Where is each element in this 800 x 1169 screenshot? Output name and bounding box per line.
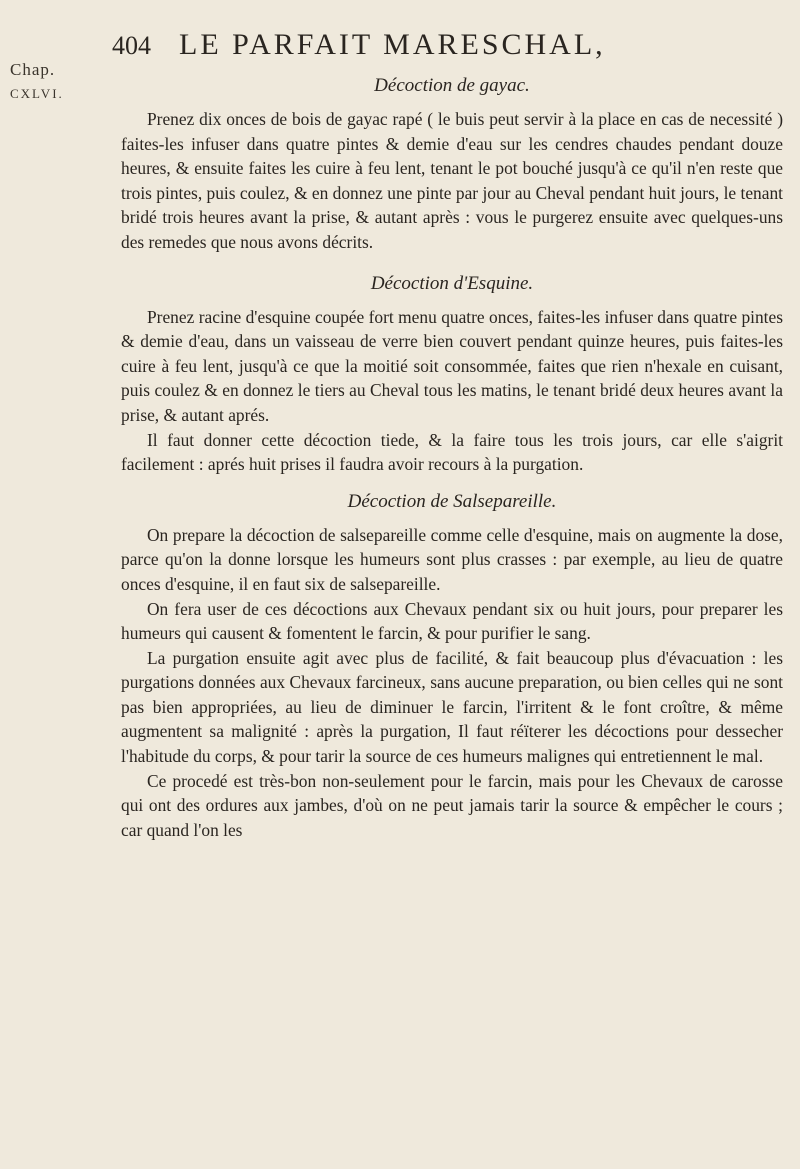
page-header — [112, 28, 672, 62]
paragraph: La purgation ensuite agit avec plus de facilité, & fait beaucoup plus d'évacuation : les purgations données aux Chevaux farcineux, sans aucune preparation, ou bien celles qui ne sont pas bien appropriées, au lieu de diminuer le farcin, l'irritent & le font croître, & même augmentent sa malignité : après la purgation, Il faut réïterer les décoctions pour dessecher l'habitude du corps, & pour tarir la source de ces humeurs malignes qui entretiennent le mal. — [121, 647, 783, 767]
section-title-gayac: Décoction de gayac. — [374, 75, 530, 96]
chapter-number: CXLVI. — [10, 86, 64, 101]
paragraph: On fera user de ces décoctions aux Chevaux pendant six ou huit jours, pour preparer les humeurs qui causent & fomentent le farcin, & pour purifier le sang. — [121, 598, 783, 644]
paragraph: Il faut donner cette décoction tiede, & la faire tous les trois jours, car elle s'aigrit facilement : aprés huit prises il faudra avoir recours à la purgation. — [121, 429, 783, 475]
running-title: LE PARFAIT MARESCHAL, — [179, 28, 606, 61]
paragraph: Prenez racine d'esquine coupée fort menu quatre onces, faites-les infuser dans quatre pintes & demie d'eau, dans un vaisseau de verre bien couvert pendant quinze heures, puis faites-les cuire à feu lent, jusqu'à ce que la moitié soit consommée, faites que rien n'hexale en cuisant, puis coulez & en donnez le tiers au Cheval tous les matins, le tenant bridé deux heures avant la prise, & autant aprés. — [121, 306, 783, 425]
paragraph: Ce procedé est très-bon non-seulement pour le farcin, mais pour les Chevaux de carosse qui ont des ordures aux jambes, d'où on ne peut jamais tarir la source & empêcher le cours ; car quand l'on les — [121, 770, 783, 840]
chapter-label: Chap. — [10, 60, 56, 79]
section-title-esquine: Décoction d'Esquine. — [370, 272, 534, 294]
paragraph: Prenez dix onces de bois de gayac rapé ( le buis peut servir à la place en cas de necessité ) faites-les infuser dans quatre pintes & demie d'eau sur les cendres chaudes pendant douze heures, & ensuite faites les cuire à feu lent, tenant le pot bouché jusqu'à ce qu'il n'en reste que trois pintes, puis coulez, & en donnez une pinte par jour au Cheval pendant huit jours, le tenant bridé trois heures avant la prise, & autant après : vous le purgerez ensuite avec quelques-uns des remedes que nous avons décrits. — [121, 109, 783, 252]
section-title-salsepareille: Décoction de Salsepareille. — [347, 490, 557, 512]
body-text — [121, 73, 783, 842]
page-number: 404 — [112, 31, 151, 60]
chapter-margin-note — [10, 58, 64, 106]
paragraph: On prepare la décoction de salsepareille comme celle d'esquine, mais on augmente la dose, parce qu'on la donne lorsque les humeurs sont plus crasses : par exemple, au lieu de quatre onces d'esquine, il en faut six de salsepareille. — [121, 524, 783, 594]
